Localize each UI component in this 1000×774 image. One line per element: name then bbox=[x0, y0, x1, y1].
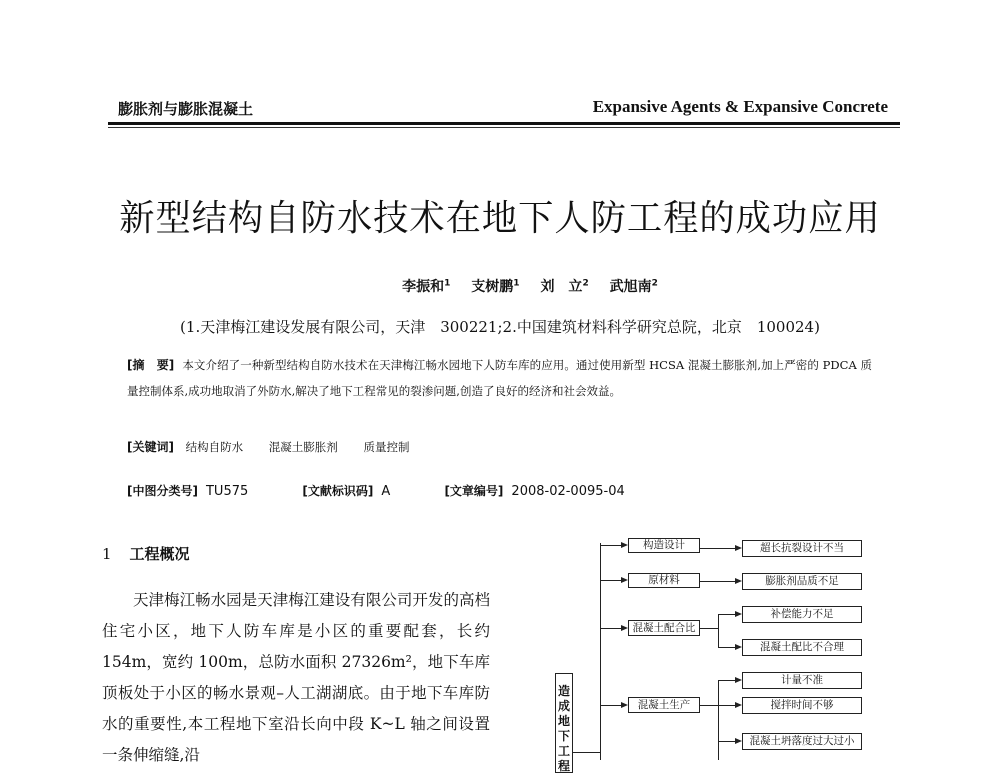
abstract-text: 本文介绍了一种新型结构自防水技术在天津梅江畅水园地下人防车库的应用。通过使用新型 HCSA 混凝土膨胀剂,加上严密的 PDCA 质量控制体系,成功地取消了外防水,解决了地下工程常见的裂渗问题,创造了良好的经济和社会效益。 bbox=[127, 358, 872, 398]
main-trunk bbox=[600, 543, 601, 760]
keywords-label: [关键词] bbox=[127, 440, 174, 454]
author: 李振和$^1$ bbox=[402, 278, 451, 295]
keywords bbox=[127, 438, 431, 455]
doc-code-value: A bbox=[381, 484, 391, 499]
effect-box: 补偿能力不足 bbox=[742, 606, 862, 623]
section-heading: 1 工程概况 bbox=[102, 545, 190, 563]
effect-box: 混凝土坍落度过大过小 bbox=[742, 733, 862, 750]
effect-box: 搅拌时间不够 bbox=[742, 697, 862, 714]
keyword: 混凝土膨胀剂 bbox=[268, 440, 338, 454]
effect-box: 计量不准 bbox=[742, 672, 862, 689]
effect-box: 膨胀剂品质不足 bbox=[742, 573, 862, 590]
diagram-root-box: 造成地下工程 bbox=[555, 673, 573, 773]
affiliation: (1.天津梅江建设发展有限公司，天津 300221;2.中国建筑材料科学研究总院，北京 100024) bbox=[180, 318, 820, 336]
author: 支树鹏$^1$ bbox=[471, 278, 520, 295]
cause-box: 混凝土配合比 bbox=[628, 620, 700, 636]
section-paragraph: 天津梅江畅水园是天津梅江建设有限公司开发的高档住宅小区，地下人防车库是小区的重要配套，长约 154m，宽约 100m，总防水面积 27326m²，地下车库顶板处于小区的畅水景观–人工湖湖底。由于地下车库防水的重要性,本工程地下室沿长向中段 K~L 轴之间设置一条伸缩缝,沿 bbox=[102, 591, 490, 764]
doc-code-label: [文献标识码] bbox=[302, 484, 374, 498]
cause-box: 原材料 bbox=[628, 573, 700, 588]
journal-name-cn: 膨胀剂与膨胀混凝土 bbox=[118, 100, 254, 118]
header-rule-thin bbox=[108, 127, 900, 128]
article-no-value: 2008-02-0095-04 bbox=[511, 484, 625, 499]
clc-label: [中图分类号] bbox=[127, 484, 198, 498]
abstract-label: [摘 要] bbox=[127, 358, 175, 372]
clc-value: TU575 bbox=[205, 484, 249, 499]
connector bbox=[573, 752, 600, 753]
author: 刘 立$^2$ bbox=[540, 278, 589, 295]
effect-box: 混凝土配比不合理 bbox=[742, 639, 862, 656]
article-no-label: [文章编号] bbox=[444, 484, 504, 498]
cause-box: 构造设计 bbox=[628, 538, 700, 553]
author-list bbox=[0, 276, 1000, 296]
keyword: 结构自防水 bbox=[185, 440, 244, 454]
article-title: 新型结构自防水技术在地下人防工程的成功应用 bbox=[119, 198, 881, 239]
effect-box: 超长抗裂设计不当 bbox=[742, 540, 862, 557]
keyword: 质量控制 bbox=[363, 440, 410, 454]
abstract bbox=[127, 352, 872, 404]
classification-line bbox=[127, 482, 675, 499]
header-rule bbox=[108, 122, 900, 125]
author: 武旭南$^2$ bbox=[609, 278, 658, 295]
journal-name-en: Expansive Agents & Expansive Concrete bbox=[592, 97, 888, 116]
cause-box: 混凝土生产 bbox=[628, 697, 700, 713]
